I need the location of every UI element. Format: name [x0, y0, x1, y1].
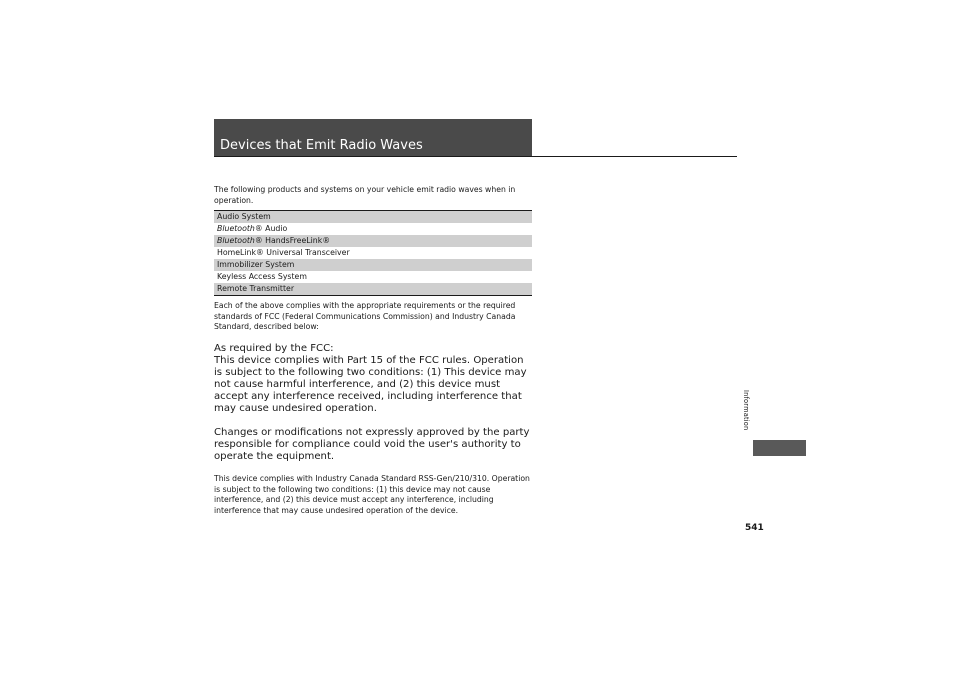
fcc-paragraph-1: This device complies with Part 15 of the FCC rules. Operation is subject to the following two conditions: (1) This device may not cause harmful interference, and (2) this device must accept any interference received, including interference that may cause undesired operation.	[214, 355, 527, 414]
fcc-statement	[214, 343, 534, 463]
device-name-suffix: ® HandsFreeLink®	[254, 236, 331, 245]
device-row	[214, 247, 532, 259]
device-row	[214, 259, 532, 271]
header-rule	[214, 156, 737, 157]
industry-canada-statement: This device complies with Industry Canada Standard RSS-Gen/210/310. Operation is subject to the following two conditions: (1) this device may not cause interference, and (2) this device must accept any interference, including interference that may cause undesired operation of the device.	[214, 474, 530, 515]
fcc-paragraph-2: Changes or modifications not expressly approved by the party responsible for compliance could void the user's authority to operate the equipment.	[214, 427, 530, 462]
device-name: Keyless Access System	[217, 272, 307, 281]
paragraph-spacer	[214, 415, 534, 427]
device-name: Bluetooth	[217, 224, 255, 233]
device-row	[214, 223, 532, 235]
device-name: Bluetooth	[217, 236, 255, 245]
device-name: Audio System	[217, 212, 271, 221]
device-name: HomeLink® Universal Transceiver	[217, 248, 350, 257]
device-row	[214, 271, 532, 283]
section-title: Devices that Emit Radio Waves	[220, 138, 423, 153]
compliance-intro-text: Each of the above complies with the appropriate requirements or the required standards of FCC (Federal Communications Commission) and Industry Canada Standard, described below:	[214, 301, 516, 331]
device-row	[214, 235, 532, 247]
sidebar-section-tab[interactable]	[753, 440, 806, 456]
device-table	[214, 210, 532, 296]
fcc-heading: As required by the FCC:	[214, 343, 334, 354]
device-row	[214, 283, 532, 295]
device-row	[214, 211, 532, 223]
sidebar-label-text: Information	[742, 390, 750, 431]
intro-text: The following products and systems on your vehicle emit radio waves when in operation.	[214, 185, 516, 205]
device-name-suffix: ® Audio	[254, 224, 288, 233]
device-name: Immobilizer System	[217, 260, 295, 269]
device-name: Remote Transmitter	[217, 284, 295, 293]
page-number: 541	[745, 523, 764, 533]
section-header	[214, 119, 532, 156]
